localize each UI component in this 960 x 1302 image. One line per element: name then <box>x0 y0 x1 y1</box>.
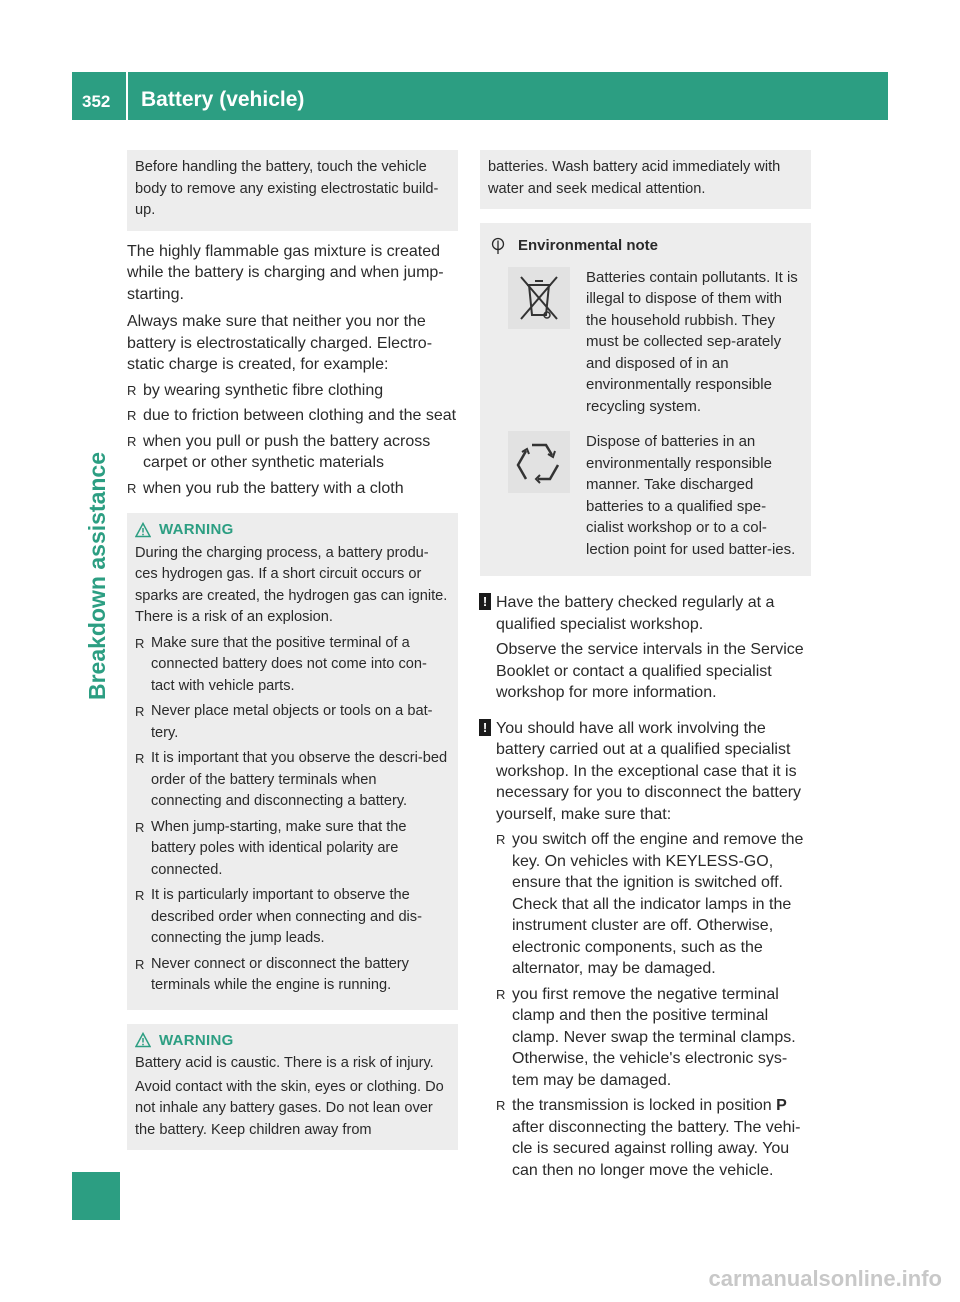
bullet-icon: R <box>127 433 137 449</box>
watermark: carmanualsonline.info <box>708 1266 942 1291</box>
page-title: Battery (vehicle) <box>141 88 305 111</box>
environmental-item <box>488 267 803 418</box>
bullet-icon: R <box>135 635 145 651</box>
list-item: R you switch off the engine and remove the key. On vehicles with KEYLESS-GO, ensure that the ignition is switched off. Check that all the indicator lamps in the instrument cluster are off. Otherwise, electronic components, such as the alternator, may be damaged. <box>496 831 804 977</box>
paragraph: The highly flammable gas mixture is created while the battery is charging and when jump-starting. <box>127 242 444 303</box>
environmental-text: Dispose of batteries in an environmentally responsible manner. Take discharged batteries to a qualified spe-cialist workshop or to a col-lection point for used batter-ies. <box>586 433 796 558</box>
bullet-icon: R <box>135 888 145 903</box>
list-item: R the transmission is locked in position P after disconnecting the battery. The vehi-cle is secured against rolling away. You can then no longer move the vehicle. <box>496 1097 801 1179</box>
environmental-item <box>488 431 803 560</box>
note-text: Before handling the battery, touch the vehicle body to remove any existing electrostatic build-up. <box>135 159 439 218</box>
warning-bullet-list <box>135 633 450 997</box>
warning-box <box>127 513 458 1010</box>
list-item: R by wearing synthetic fibre clothing <box>127 380 458 402</box>
bullet-icon: R <box>127 382 137 398</box>
bullet-icon: R <box>135 956 145 972</box>
warning-text: Avoid contact with the skin, eyes or clothing. Do not inhale any battery gases. Do not lean over the battery. Keep children away from <box>135 1078 444 1138</box>
notice-item <box>480 592 811 704</box>
bullet-icon: R <box>135 819 145 835</box>
bullet-icon: R <box>135 751 145 766</box>
side-tab-block <box>72 1172 120 1220</box>
left-column <box>127 150 458 1150</box>
notice-bullet-list <box>496 829 811 1181</box>
list-item: R when you pull or push the battery across carpet or other synthetic materials <box>127 432 431 471</box>
electrostatic-note-box <box>127 150 458 231</box>
warning-title: WARNING <box>159 521 234 538</box>
bullet-icon: R <box>496 986 506 1002</box>
warning-text: batteries. Wash battery acid immediately with water and seek medical attention. <box>488 159 781 197</box>
list-item: R when you rub the battery with a cloth <box>127 478 458 500</box>
lightbulb-icon <box>490 237 506 255</box>
warning-triangle-icon <box>135 522 151 538</box>
list-item: R Never connect or disconnect the battery terminals while the engine is running. <box>135 955 409 993</box>
header-divider <box>126 72 128 120</box>
environmental-text: Batteries contain pollutants. It is illegal to dispose of them with the household rubbish. They must be collected sep-arately and disposed of in an environmentally responsible recycling system. <box>586 268 798 415</box>
warning-header <box>135 1030 450 1052</box>
list-item: R Make sure that the positive terminal of a connected battery does not come into con-tact with vehicle parts. <box>135 634 427 694</box>
warning-triangle-icon <box>135 1032 151 1048</box>
warning-box <box>127 1024 458 1151</box>
list-item: R you first remove the negative terminal clamp and then the positive terminal clamp. Never swap the terminal clamps. Otherwise, the vehicle's electronic sys-tem may be damaged. <box>496 985 796 1089</box>
bullet-icon: R <box>127 480 137 496</box>
notice-text: You should have all work involving the battery carried out at a qualified specialist workshop. In the exceptional case that it is necessary for you to disconnect the battery yourself, make sure that: <box>496 719 802 823</box>
list-item: R Never place metal objects or tools on a bat-tery. <box>135 703 433 741</box>
bullet-list <box>127 380 458 500</box>
notice-text: Observe the service intervals in the Service Booklet or contact a qualified specialist workshop for more information. <box>496 641 804 701</box>
recycle-icon <box>508 431 570 493</box>
notice-text: Have the battery checked regularly at a qualified specialist workshop. <box>496 594 775 633</box>
paragraph: Always make sure that neither you nor the battery is electrostatically charged. Electro-static charge is created, for example: <box>127 313 433 373</box>
environmental-note-box <box>480 223 811 576</box>
crossed-bin-icon <box>508 267 570 329</box>
exclamation-icon: ! <box>479 719 491 736</box>
list-item: R When jump-starting, make sure that the battery poles with identical polarity are connected. <box>135 818 407 878</box>
list-item: R It is particularly important to observe the described order when connecting and dis-connecting the jump leads. <box>135 887 422 946</box>
environmental-note-header <box>490 235 803 257</box>
warning-text: Battery acid is caustic. There is a risk of injury. <box>135 1055 434 1071</box>
bullet-icon: R <box>496 832 506 847</box>
bullet-icon: R <box>127 408 137 423</box>
warning-title: WARNING <box>159 1031 234 1049</box>
page-number: 352 <box>82 92 111 111</box>
right-column <box>480 150 811 1185</box>
environmental-note-title: Environmental note <box>518 237 659 254</box>
section-side-label: Breakdown assistance <box>84 451 110 700</box>
notice-item <box>480 718 811 1182</box>
continued-warning-box <box>480 150 811 209</box>
warning-header <box>135 519 450 541</box>
list-item: R due to friction between clothing and the seat <box>127 405 458 427</box>
warning-text: During the charging process, a battery produ-ces hydrogen gas. If a short circuit occurs or sparks are created, the hydrogen gas can ignite. There is a risk of an explosion. <box>135 544 448 625</box>
list-item: R It is important that you observe the descri-bed order of the battery terminals when connecting and disconnecting a battery. <box>135 750 448 809</box>
exclamation-icon: ! <box>479 593 491 610</box>
bullet-icon: R <box>496 1098 506 1113</box>
bullet-icon: R <box>135 704 145 719</box>
